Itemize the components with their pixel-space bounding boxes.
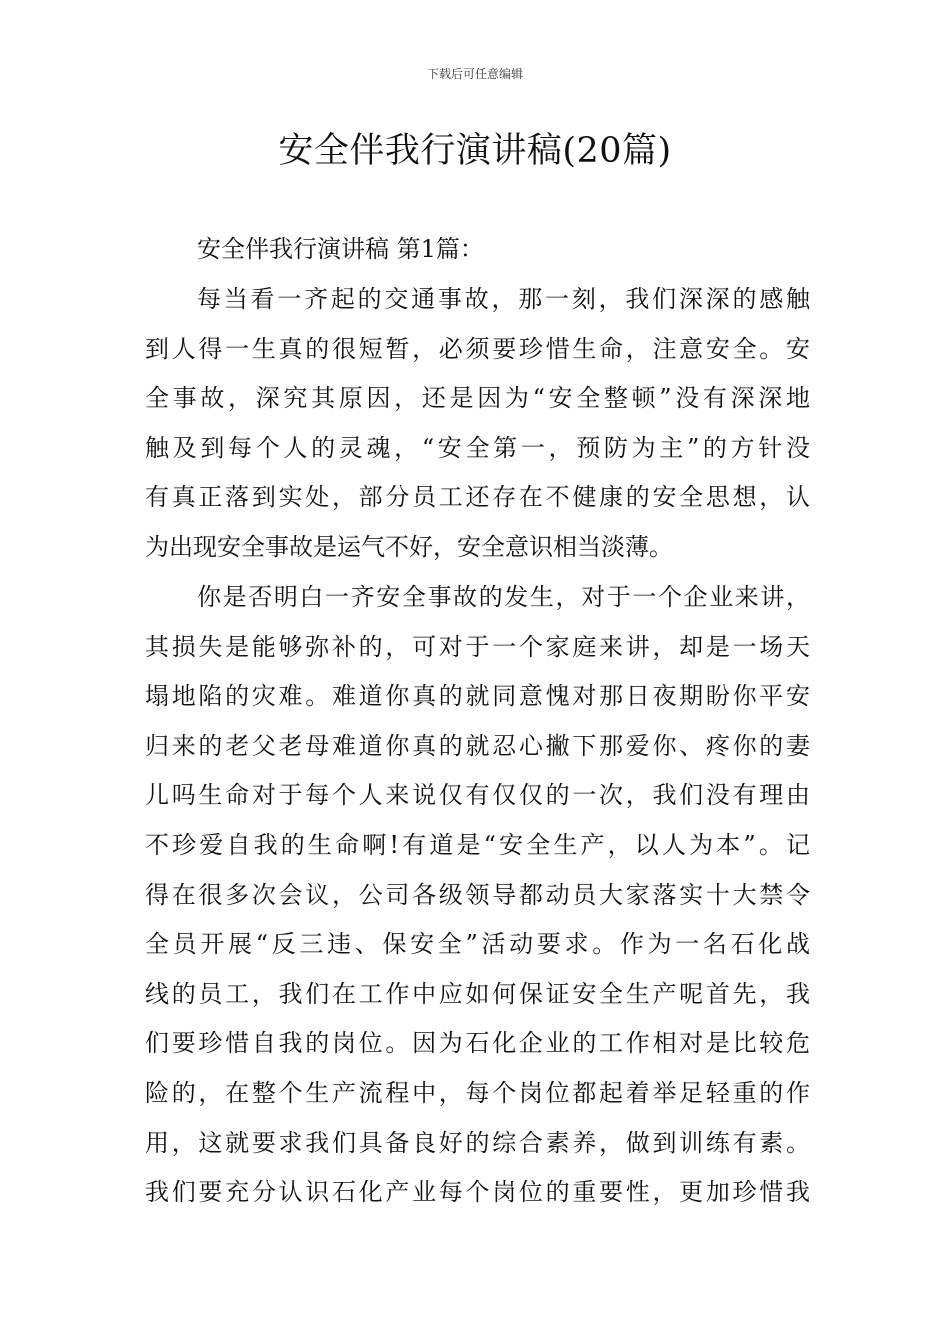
paragraph-line: 其损失是能够弥补的，可对于一个家庭来讲，却是一场天: [145, 632, 810, 661]
paragraph-line: 触及到每个人的灵魂，“安全第一，预防为主”的方针没: [145, 433, 810, 462]
paragraph-line: 得在很多次会议，公司各级领导都动员大家落实十大禁令: [145, 880, 810, 909]
paragraph-2: [145, 573, 810, 1218]
paragraph-1: [145, 275, 810, 573]
paragraph-line: 为出现安全事故是运气不好，安全意识相当淡薄。: [145, 532, 673, 561]
paragraph-line: 线的员工，我们在工作中应如何保证安全生产呢首先，我: [145, 979, 810, 1008]
paragraph-line: 归来的老父老母难道你真的就忍心撇下那爱你、疼你的妻: [145, 731, 810, 760]
paragraph-line: 用，这就要求我们具备良好的综合素养，做到训练有素。: [145, 1128, 810, 1157]
paragraph-line: 每当看一齐起的交通事故，那一刻，我们深深的感触: [197, 285, 810, 313]
header-note: 下载后可任意编辑: [426, 67, 523, 81]
document-title: 安全伴我行演讲稿(20篇): [278, 131, 672, 171]
paragraph-line: 们要珍惜自我的岗位。因为石化企业的工作相对是比较危: [145, 1029, 810, 1058]
section-heading: 安全伴我行演讲稿 第1篇：: [197, 235, 484, 263]
paragraph-line: 你是否明白一齐安全事故的发生，对于一个企业来讲，: [197, 583, 810, 611]
paragraph-line: 不珍爱自我的生命啊!有道是“安全生产，以人为本”。记: [145, 830, 810, 859]
paragraph-line: 儿吗生命对于每个人来说仅有仅仅的一次，我们没有理由: [145, 781, 810, 810]
paragraph-line: 我们要充分认识石化产业每个岗位的重要性，更加珍惜我: [145, 1178, 810, 1207]
paragraph-line: 到人得一生真的很短暂，必须要珍惜生命，注意安全。安: [145, 334, 810, 363]
paragraph-line: 塌地陷的灾难。难道你真的就同意愧对那日夜期盼你平安: [145, 682, 810, 711]
paragraph-line: 全事故，深究其原因，还是因为“安全整顿”没有深深地: [145, 384, 810, 413]
paragraph-line: 有真正落到实处，部分员工还存在不健康的安全思想，认: [145, 483, 810, 512]
paragraph-line: 险的，在整个生产流程中，每个岗位都起着举足轻重的作: [145, 1078, 810, 1107]
paragraph-line: 全员开展“反三违、保安全”活动要求。作为一名石化战: [145, 930, 810, 959]
